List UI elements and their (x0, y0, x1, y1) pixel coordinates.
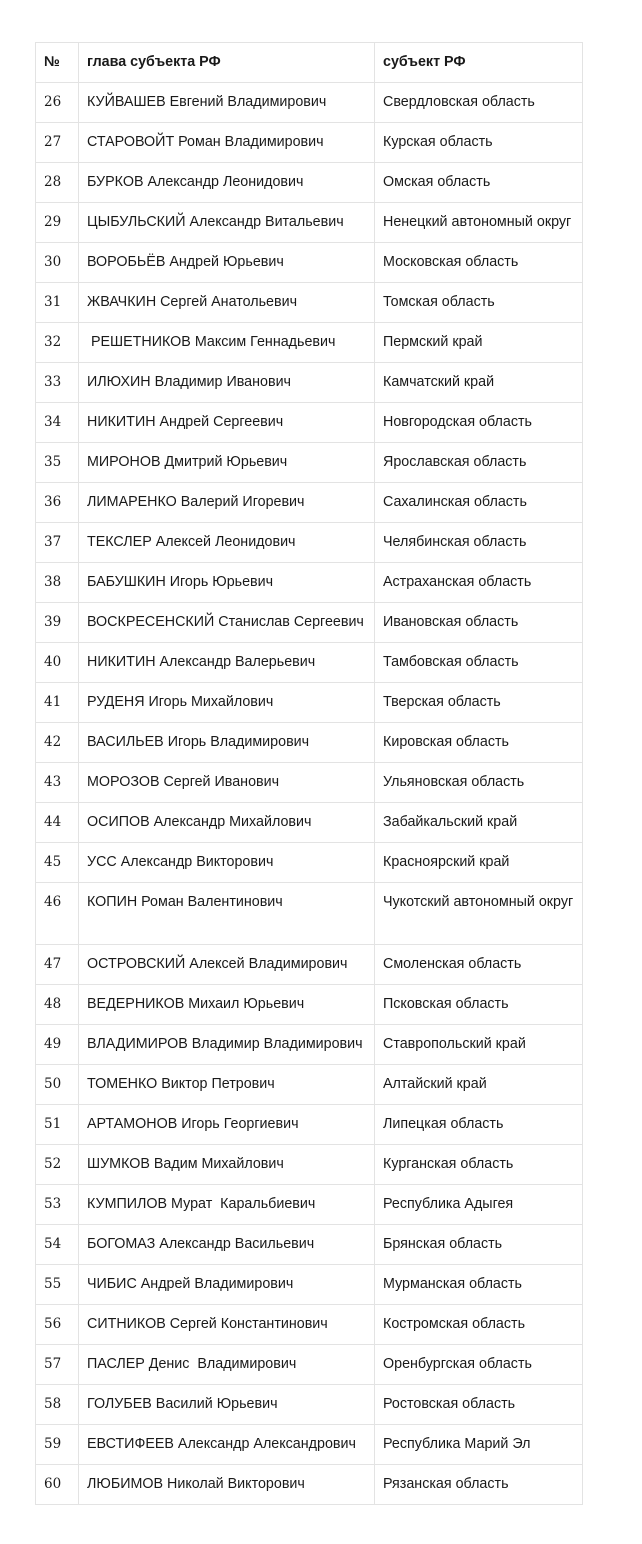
row-region: Псковская область (375, 985, 583, 1025)
table-row (36, 483, 583, 523)
row-region: Чукотский автономный округ (375, 883, 583, 945)
row-head-name: ТЕКСЛЕР Алексей Леонидович (79, 523, 375, 563)
row-region: Ульяновская область (375, 763, 583, 803)
row-head-name: ЖВАЧКИН Сергей Анатольевич (79, 283, 375, 323)
table-row (36, 1145, 583, 1185)
table-row (36, 563, 583, 603)
row-region: Курганская область (375, 1145, 583, 1185)
table-row (36, 323, 583, 363)
row-head-name: КУМПИЛОВ Мурат Каральбиевич (79, 1185, 375, 1225)
table-row (36, 403, 583, 443)
row-number: 45 (36, 843, 79, 883)
row-number: 36 (36, 483, 79, 523)
row-head-name: ВЛАДИМИРОВ Владимир Владимирович (79, 1025, 375, 1065)
row-head-name: КУЙВАШЕВ Евгений Владимирович (79, 83, 375, 123)
row-head-name: МИРОНОВ Дмитрий Юрьевич (79, 443, 375, 483)
table-row (36, 243, 583, 283)
row-region: Камчатский край (375, 363, 583, 403)
table-row (36, 843, 583, 883)
row-number: 49 (36, 1025, 79, 1065)
row-number: 59 (36, 1425, 79, 1465)
row-head-name: ШУМКОВ Вадим Михайлович (79, 1145, 375, 1185)
row-region: Оренбургская область (375, 1345, 583, 1385)
table-row (36, 883, 583, 945)
row-number: 50 (36, 1065, 79, 1105)
row-region: Кировская область (375, 723, 583, 763)
row-region: Тверская область (375, 683, 583, 723)
row-head-name: УСС Александр Викторович (79, 843, 375, 883)
row-number: 53 (36, 1185, 79, 1225)
row-region: Свердловская область (375, 83, 583, 123)
row-number: 27 (36, 123, 79, 163)
row-number: 26 (36, 83, 79, 123)
row-number: 44 (36, 803, 79, 843)
row-number: 51 (36, 1105, 79, 1145)
row-number: 60 (36, 1465, 79, 1505)
row-number: 32 (36, 323, 79, 363)
table-row (36, 283, 583, 323)
row-number: 39 (36, 603, 79, 643)
table-row (36, 363, 583, 403)
row-region: Забайкальский край (375, 803, 583, 843)
row-head-name: ВАСИЛЬЕВ Игорь Владимирович (79, 723, 375, 763)
row-head-name: ЛИМАРЕНКО Валерий Игоревич (79, 483, 375, 523)
row-region: Брянская область (375, 1225, 583, 1265)
row-number: 34 (36, 403, 79, 443)
row-region: Сахалинская область (375, 483, 583, 523)
row-head-name: ВОСКРЕСЕНСКИЙ Станислав Сергеевич (79, 603, 375, 643)
table-row (36, 523, 583, 563)
row-number: 54 (36, 1225, 79, 1265)
table-row (36, 683, 583, 723)
row-number: 33 (36, 363, 79, 403)
row-region: Алтайский край (375, 1065, 583, 1105)
row-region: Тамбовская область (375, 643, 583, 683)
row-region: Ярославская область (375, 443, 583, 483)
row-head-name: ПАСЛЕР Денис Владимирович (79, 1345, 375, 1385)
row-number: 40 (36, 643, 79, 683)
table-row (36, 985, 583, 1025)
row-region: Астраханская область (375, 563, 583, 603)
row-number: 46 (36, 883, 79, 945)
table-row (36, 163, 583, 203)
row-number: 47 (36, 945, 79, 985)
row-region: Курская область (375, 123, 583, 163)
row-number: 56 (36, 1305, 79, 1345)
row-number: 28 (36, 163, 79, 203)
row-region: Рязанская область (375, 1465, 583, 1505)
table-row (36, 1185, 583, 1225)
row-number: 31 (36, 283, 79, 323)
row-number: 42 (36, 723, 79, 763)
row-region: Смоленская область (375, 945, 583, 985)
table-row (36, 83, 583, 123)
row-number: 52 (36, 1145, 79, 1185)
row-number: 29 (36, 203, 79, 243)
row-head-name: ЛЮБИМОВ Николай Викторович (79, 1465, 375, 1505)
row-region: Томская область (375, 283, 583, 323)
row-head-name: РУДЕНЯ Игорь Михайлович (79, 683, 375, 723)
row-head-name: МОРОЗОВ Сергей Иванович (79, 763, 375, 803)
row-number: 48 (36, 985, 79, 1025)
table-row (36, 123, 583, 163)
table-row (36, 643, 583, 683)
row-number: 43 (36, 763, 79, 803)
table-row (36, 1105, 583, 1145)
table-row (36, 1025, 583, 1065)
row-head-name: БУРКОВ Александр Леонидович (79, 163, 375, 203)
row-region: Красноярский край (375, 843, 583, 883)
row-region: Пермский край (375, 323, 583, 363)
row-head-name: ЦЫБУЛЬСКИЙ Александр Витальевич (79, 203, 375, 243)
row-head-name: СТАРОВОЙТ Роман Владимирович (79, 123, 375, 163)
table-row (36, 603, 583, 643)
row-head-name: АРТАМОНОВ Игорь Георгиевич (79, 1105, 375, 1145)
row-region: Московская область (375, 243, 583, 283)
row-region: Республика Марий Эл (375, 1425, 583, 1465)
row-head-name: ОСИПОВ Александр Михайлович (79, 803, 375, 843)
governors-table (35, 42, 583, 1505)
table-row (36, 945, 583, 985)
table-row (36, 803, 583, 843)
row-head-name: ЕВСТИФЕЕВ Александр Александрович (79, 1425, 375, 1465)
row-number: 37 (36, 523, 79, 563)
row-head-name: НИКИТИН Александр Валерьевич (79, 643, 375, 683)
table-row (36, 1225, 583, 1265)
row-region: Липецкая область (375, 1105, 583, 1145)
row-head-name: ТОМЕНКО Виктор Петрович (79, 1065, 375, 1105)
row-region: Костромская область (375, 1305, 583, 1345)
column-header-head: глава субъекта РФ (79, 43, 375, 83)
row-number: 30 (36, 243, 79, 283)
row-head-name: БАБУШКИН Игорь Юрьевич (79, 563, 375, 603)
row-head-name: РЕШЕТНИКОВ Максим Геннадьевич (79, 323, 375, 363)
row-head-name: ГОЛУБЕВ Василий Юрьевич (79, 1385, 375, 1425)
table-row (36, 763, 583, 803)
row-region: Ростовская область (375, 1385, 583, 1425)
row-head-name: БОГОМАЗ Александр Васильевич (79, 1225, 375, 1265)
table-header-row (36, 43, 583, 83)
row-region: Новгородская область (375, 403, 583, 443)
row-region: Республика Адыгея (375, 1185, 583, 1225)
table-row (36, 1305, 583, 1345)
row-region: Омская область (375, 163, 583, 203)
table-row (36, 1265, 583, 1305)
table-row (36, 1345, 583, 1385)
row-number: 55 (36, 1265, 79, 1305)
row-region: Челябинская область (375, 523, 583, 563)
row-number: 58 (36, 1385, 79, 1425)
row-head-name: СИТНИКОВ Сергей Константинович (79, 1305, 375, 1345)
row-number: 57 (36, 1345, 79, 1385)
table-row (36, 443, 583, 483)
column-header-region: субъект РФ (375, 43, 583, 83)
table-row (36, 1425, 583, 1465)
row-region: Мурманская область (375, 1265, 583, 1305)
row-region: Ставропольский край (375, 1025, 583, 1065)
row-number: 35 (36, 443, 79, 483)
row-head-name: ОСТРОВСКИЙ Алексей Владимирович (79, 945, 375, 985)
row-head-name: ВЕДЕРНИКОВ Михаил Юрьевич (79, 985, 375, 1025)
row-number: 38 (36, 563, 79, 603)
row-head-name: КОПИН Роман Валентинович (79, 883, 375, 945)
row-head-name: ВОРОБЬЁВ Андрей Юрьевич (79, 243, 375, 283)
table-row (36, 203, 583, 243)
row-head-name: ИЛЮХИН Владимир Иванович (79, 363, 375, 403)
table-row (36, 1065, 583, 1105)
table-row (36, 1385, 583, 1425)
table-row (36, 723, 583, 763)
table-row (36, 1465, 583, 1505)
table-body (36, 83, 583, 1505)
column-header-number: № (36, 43, 79, 83)
row-head-name: ЧИБИС Андрей Владимирович (79, 1265, 375, 1305)
row-region: Ненецкий автономный округ (375, 203, 583, 243)
row-number: 41 (36, 683, 79, 723)
row-head-name: НИКИТИН Андрей Сергеевич (79, 403, 375, 443)
row-region: Ивановская область (375, 603, 583, 643)
